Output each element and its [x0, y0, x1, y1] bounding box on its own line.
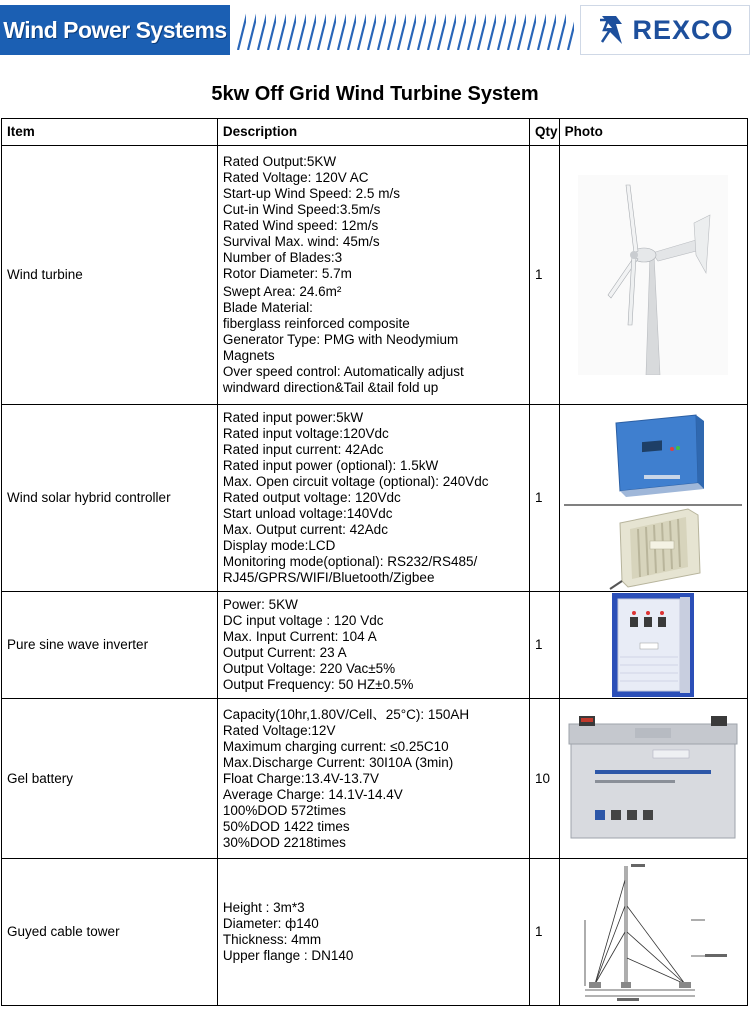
desc-line: Power: 5KW	[222, 597, 298, 612]
desc-line: Swept Area: 24.6m²	[222, 284, 342, 299]
table-row-guyed-cable-tower	[2, 859, 748, 1006]
table-row-wind-turbine	[2, 146, 748, 405]
desc-line: Generator Type: PMG with Neodymium	[222, 332, 459, 347]
tower-diagram	[565, 860, 741, 1005]
desc-line: Diameter: ф140	[222, 916, 319, 931]
desc-line: Over speed control: Automatically adjust	[222, 364, 464, 379]
desc-line: Float Charge:13.4V-13.7V	[222, 770, 379, 786]
qty-cell: 1	[530, 146, 560, 405]
desc-line: Magnets	[222, 348, 275, 363]
table-header-row	[2, 119, 748, 146]
gel-battery-photo	[565, 714, 741, 844]
item-cell: Wind solar hybrid controller	[2, 405, 218, 592]
photo-cell	[559, 859, 747, 1006]
photo-cell	[559, 592, 747, 699]
stripe-decoration	[236, 10, 574, 50]
table-row-inverter	[2, 592, 748, 699]
desc-line: 50%DOD 1422 times	[222, 818, 350, 834]
page-title: 5kw Off Grid Wind Turbine System	[211, 83, 539, 105]
wind-turbine-photo	[578, 175, 728, 375]
logo-text: REXCO	[632, 14, 734, 45]
desc-line: Capacity(10hr,1.80V/Cell、25°C): 150AH	[222, 706, 470, 722]
desc-line: Survival Max. wind: 45m/s	[222, 234, 380, 249]
qty-cell: 1	[530, 592, 560, 699]
desc-line: Rated input power:5kW	[222, 410, 364, 425]
dump-load-photo	[610, 509, 700, 589]
desc-line: Cut-in Wind Speed:3.5m/s	[222, 202, 381, 217]
item-cell: Guyed cable tower	[2, 859, 218, 1006]
column-header-item: Item	[2, 119, 218, 146]
desc-line: Rated input voltage:120Vdc	[222, 426, 389, 441]
desc-line: Display mode:LCD	[222, 538, 336, 553]
photo-cell	[559, 699, 747, 859]
desc-line: Rated Voltage:12V	[222, 722, 336, 738]
desc-line: Rated Output:5KW	[222, 154, 337, 169]
photo-cell	[559, 146, 747, 405]
description-cell	[217, 405, 529, 592]
desc-line: Blade Material:	[222, 300, 313, 315]
desc-line: Rated Voltage: 120V AC	[222, 170, 369, 185]
desc-line: 30%DOD 2218times	[222, 834, 346, 850]
desc-line: windward direction&Tail &tail fold up	[222, 380, 439, 395]
desc-line: Start-up Wind Speed: 2.5 m/s	[222, 186, 400, 201]
desc-line: Rated input power (optional): 1.5kW	[222, 458, 439, 473]
controller-photos	[564, 405, 742, 591]
item-cell: Pure sine wave inverter	[2, 592, 218, 699]
desc-line: Maximum charging current: ≤0.25C10	[222, 738, 449, 754]
desc-line: Rated output voltage: 120Vdc	[222, 490, 401, 505]
desc-line: Start unload voltage:140Vdc	[222, 506, 393, 521]
desc-line: Number of Blades:3	[222, 250, 343, 265]
desc-line: Output Current: 23 A	[222, 645, 347, 660]
description-cell	[217, 146, 529, 405]
brand-box	[0, 5, 230, 55]
description-cell	[217, 859, 529, 1006]
desc-line: Height : 3m*3	[222, 900, 305, 915]
table-row-gel-battery	[2, 699, 748, 859]
item-cell: Gel battery	[2, 699, 218, 859]
table-row-controller	[2, 405, 748, 592]
inverter-photo	[612, 593, 694, 697]
qty-cell: 1	[530, 859, 560, 1006]
desc-line: Max. Output current: 42Adc	[222, 522, 388, 537]
photo-cell	[559, 405, 747, 592]
header-banner	[0, 0, 750, 62]
qty-cell: 1	[530, 405, 560, 592]
desc-line: Rated Wind speed: 12m/s	[222, 218, 379, 233]
column-header-photo: Photo	[559, 119, 747, 146]
item-cell: Wind turbine	[2, 146, 218, 405]
spec-table	[1, 118, 748, 1006]
desc-line: Upper flange : DN140	[222, 948, 354, 963]
desc-line: 100%DOD 572times	[222, 802, 346, 818]
desc-line: Max. Open circuit voltage (optional): 240Vdc	[222, 474, 489, 489]
description-cell	[217, 592, 529, 699]
desc-line: Rated input current: 42Adc	[222, 442, 384, 457]
desc-line: Thickness: 4mm	[222, 932, 322, 947]
desc-line: RJ45/GPRS/WIFI/Bluetooth/Zigbee	[222, 570, 435, 585]
desc-line: Rotor Diameter: 5.7m	[222, 266, 352, 281]
rexco-logo	[580, 5, 750, 55]
desc-line: fiberglass reinforced composite	[222, 316, 410, 331]
controller-photo	[616, 415, 704, 497]
desc-line: Average Charge: 14.1V-14.4V	[222, 786, 403, 802]
desc-line: Monitoring mode(optional): RS232/RS485/	[222, 554, 478, 569]
qty-cell: 10	[530, 699, 560, 859]
lightning-logo-icon	[596, 12, 626, 48]
desc-line: DC input voltage : 120 Vdc	[222, 613, 384, 628]
column-header-qty: Qty	[530, 119, 560, 146]
desc-line: Max. Input Current: 104 A	[222, 629, 377, 644]
desc-line: Output Frequency: 50 HZ±0.5%	[222, 677, 414, 692]
brand-title: Wind Power Systems	[3, 16, 227, 43]
column-header-description: Description	[217, 119, 529, 146]
description-cell	[217, 699, 529, 859]
desc-line: Max.Discharge Current: 30I10A (3min)	[222, 754, 454, 770]
desc-line: Output Voltage: 220 Vac±5%	[222, 661, 396, 676]
